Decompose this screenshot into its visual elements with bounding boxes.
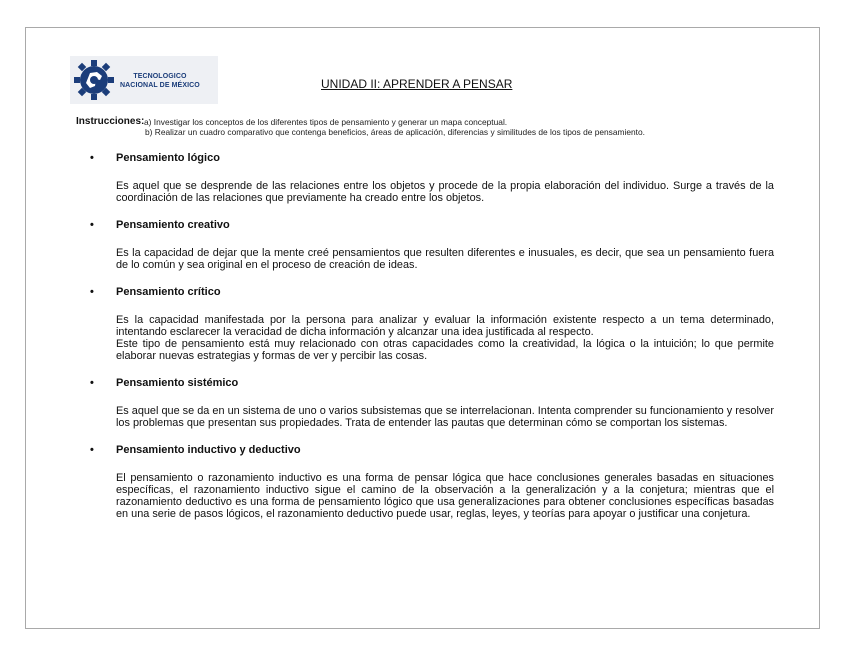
section-body [90, 314, 774, 362]
paragraph: Es la capacidad manifestada por la persona para analizar y evaluar la información existente respecto a un tema determinado, intentando esclarecer la veracidad de dicha información y alcanzar una idea justificada al respecto. [116, 314, 774, 338]
bullet-icon: • [90, 444, 94, 456]
logo-line-2: NACIONAL DE MÉXICO [120, 82, 200, 89]
section-logico [90, 152, 774, 204]
instruction-b: b) Realizar un cuadro comparativo que contenga beneficios, áreas de aplicación, diferencias y similitudes de los tipos de pensamiento. [145, 127, 645, 137]
tecnm-logo [70, 56, 218, 104]
instruction-a: a) Investigar los conceptos de los diferentes tipos de pensamiento y generar un mapa conceptual. [144, 117, 508, 127]
sections [90, 152, 774, 520]
bullet-icon: • [90, 152, 94, 164]
section-critico [90, 286, 774, 362]
section-heading [90, 152, 774, 165]
section-creativo [90, 219, 774, 271]
section-heading-text: Pensamiento inductivo y deductivo [116, 444, 301, 456]
section-heading-text: Pensamiento sistémico [116, 377, 239, 389]
section-heading [90, 286, 774, 299]
section-body [90, 247, 774, 271]
paragraph: Este tipo de pensamiento está muy relacionado con otras capacidades como la creatividad, la lógica o la intuición; lo que permite elaborar nuevas estrategias y formas de ver y percibir las cosas. [116, 338, 774, 362]
paragraph: Es aquel que se da en un sistema de uno o varios subsistemas que se interrelacionan. Intenta comprender su funcionamiento y resolver los problemas que presentan sus propiedades. Trata de entender las pautas que determinan cómo se comportan los sistemas. [116, 405, 774, 429]
bullet-icon: • [90, 219, 94, 231]
section-body [90, 180, 774, 204]
section-inductivo-deductivo [90, 444, 774, 520]
section-heading [90, 377, 774, 390]
instructions-label: Instrucciones: [76, 116, 145, 127]
page-title: UNIDAD II: APRENDER A PENSAR [321, 77, 513, 91]
bullet-icon: • [90, 286, 94, 298]
section-heading [90, 219, 774, 232]
logo-wordmark [120, 72, 200, 90]
logo-line-1: TECNOLOGICO [133, 73, 187, 80]
document-page [25, 27, 820, 629]
section-body [90, 472, 774, 520]
section-body [90, 405, 774, 429]
instructions [76, 116, 645, 137]
section-heading-text: Pensamiento creativo [116, 219, 230, 231]
paragraph: Es la capacidad de dejar que la mente creé pensamientos que resulten diferentes e inusuales, es decir, que sea un pensamiento fuera de lo común y sea original en el proceso de creación de ideas. [116, 247, 774, 271]
gear-emblem-icon [70, 56, 120, 104]
paragraph: El pensamiento o razonamiento inductivo es una forma de pensar lógica que hace conclusiones generales basadas en situaciones específicas, el razonamiento inductivo sigue el camino de la observación a la generalización y a la conjetura; mientras que el razonamiento deductivo es una forma de pensamiento lógico que usa generalizaciones para obtener conclusiones específicas basadas en una serie de pasos lógicos, el razonamiento deductivo puede usar, reglas, leyes, y teorías para apoyar o justificar una conjetura. [116, 472, 774, 520]
section-sistemico [90, 377, 774, 429]
bullet-icon: • [90, 377, 94, 389]
section-heading-text: Pensamiento crítico [116, 286, 221, 298]
section-heading-text: Pensamiento lógico [116, 152, 220, 164]
paragraph: Es aquel que se desprende de las relaciones entre los objetos y procede de la propia elaboración del individuo. Surge a través de la coordinación de las relaciones que previamente ha creado entre los objetos. [116, 180, 774, 204]
section-heading [90, 444, 774, 457]
